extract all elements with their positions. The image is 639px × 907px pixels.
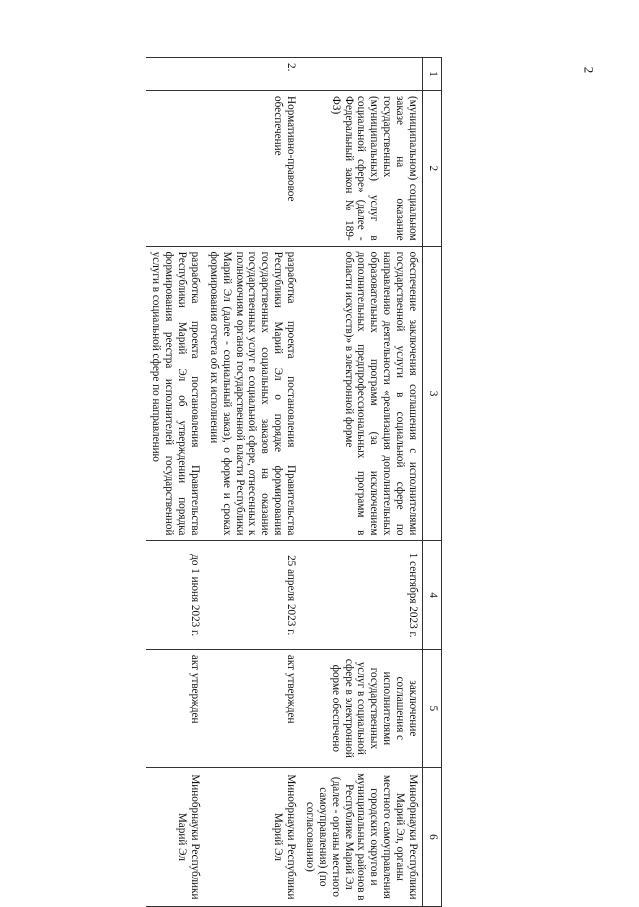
section-cell: (муниципальном) социальном заказе на оказание государственных (муниципальных) услуг в социальной сфере» (далее - Федеральный закон № 189-ФЗ) xyxy=(300,91,422,247)
row-number xyxy=(147,58,205,91)
row-number: 2. xyxy=(204,58,300,91)
responsible-cell: Минобрнауки Республики Марий Эл xyxy=(147,767,205,906)
header-col-3: 3 xyxy=(423,246,442,541)
activity-cell: разработка проекта постановления Правительства Республики Марий Эл о порядке формирования государственных социальных заказов на оказание государственных услуг в социальной сфере, отнесенных к полномочиям органов государственной власти Республики Марий Эл (далее - социальный заказ), о форме и сроках формирования отчета об их исполнении xyxy=(204,246,300,541)
header-col-2: 2 xyxy=(423,91,442,247)
table-row xyxy=(204,58,300,907)
section-cell xyxy=(147,91,205,247)
responsible-cell: Минобрнауки Республики Марий Эл, органы местного самоуправления городских округов и муниципальных районов в Республике Марий Эл (далее - органы местного самоуправления) (по согласованию) xyxy=(300,767,422,906)
activity-cell: разработка проекта постановления Правительства Республики Марий Эл об утверждении порядка формирования реестра исполнителей государственной услуги в социальной сфере по направлению xyxy=(147,246,205,541)
result-cell: заключение соглашения с исполнителями государственных услуг в социальной сфере в электронной форме обеспечено xyxy=(300,649,422,767)
header-col-6: 6 xyxy=(423,767,442,906)
result-cell: акт утвержден xyxy=(147,649,205,767)
deadline-cell: 1 сентября 2023 г. xyxy=(300,541,422,649)
responsible-cell: Минобрнауки Республики Марий Эл xyxy=(204,767,300,906)
table-header-row xyxy=(423,58,442,907)
plan-table xyxy=(147,57,443,907)
row-number xyxy=(300,58,422,91)
deadline-cell: до 1 июня 2023 г. xyxy=(147,541,205,649)
header-col-5: 5 xyxy=(423,649,442,767)
result-cell: акт утвержден xyxy=(204,649,300,767)
header-col-1: 1 xyxy=(423,58,442,91)
section-cell: Нормативно-правовое обеспечение xyxy=(204,91,300,247)
header-col-4: 4 xyxy=(423,541,442,649)
page-number: 2 xyxy=(580,66,596,74)
table-row xyxy=(147,58,205,907)
deadline-cell: 25 апреля 2023 г. xyxy=(204,541,300,649)
activity-cell: обеспечение заключения соглашения с исполнителями государственной услуги в социальной сфере по направлению деятельности «реализация дополнительных образовательных программ (за исключением дополнительных предпрофессиональных программ в области искусств)» в электронной форме xyxy=(300,246,422,541)
rotated-table-sheet xyxy=(150,57,442,907)
table-row xyxy=(300,58,422,907)
